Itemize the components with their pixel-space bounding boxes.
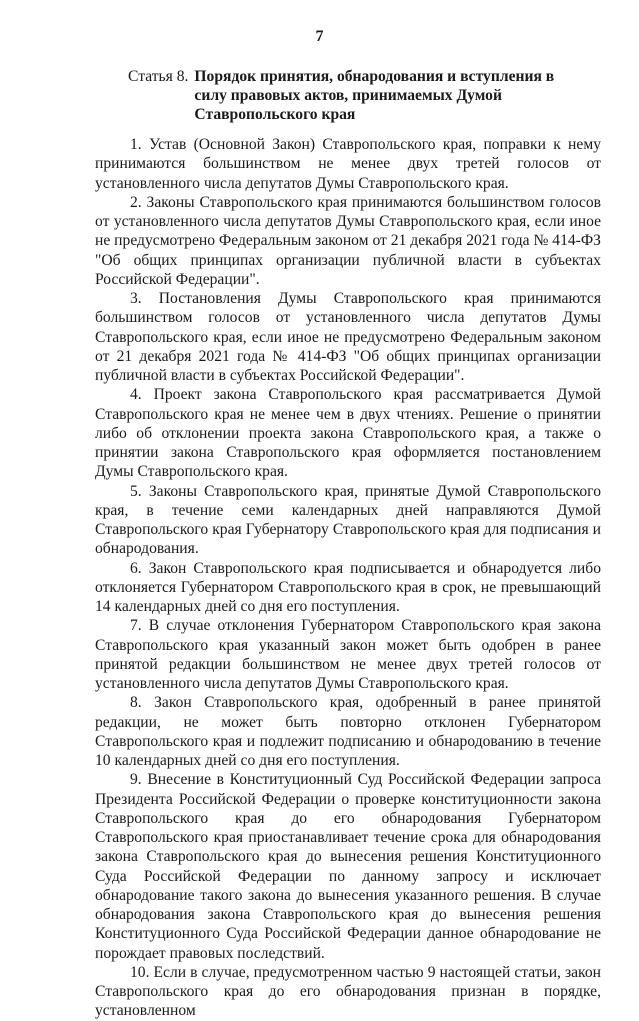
paragraph-5: 5. Законы Ставропольского края, принятые Думой Ставропольского края, в течение семи календарных дней направляются Думой Ставропольского края Губернатору Ставропольского края для подписания и обнародования. [95,482,601,558]
paragraph-2: 2. Законы Ставропольского края принимаются большинством голосов от установленного числа депутатов Думы Ставропольского края, если иное не предусмотрено Федеральным законом от 21 декабря 2021 года № 414-ФЗ "Об общих принципах организации публичной власти в субъектах Российской Федерации". [95,193,601,288]
paragraph-10: 10. Если в случае, предусмотренном частью 9 настоящей статьи, закон Ставропольского края до его обнародования признан в порядке, установленном [95,963,601,1020]
paragraph-8: 8. Закон Ставропольского края, одобренный в ранее принятой редакции, не может быть повторно отклонен Губернатором Ставропольского края и подлежит подписанию и обнародованию в течение 10 календарных дней со дня его поступления. [95,694,601,769]
article-title: Порядок принятия, обнародования и вступления в силу правовых актов, принимаемых Думой Ставропольского края [194,68,555,123]
paragraph-6: 6. Закон Ставропольского края подписывается и обнародуется либо отклоняется Губернатором Ставропольского края в срок, не превышающий 14 календарных дней со дня его поступления. [95,559,601,615]
paragraph-7: 7. В случае отклонения Губернатором Ставропольского края закона Ставропольского края указанный закон может быть одобрен в ранее принятой редакции большинством не менее двух третей голосов от установленного числа депутатов Думы Ставропольского края. [95,617,601,692]
article-heading [128,67,588,124]
paragraph-1: 1. Устав (Основной Закон) Ставропольского края, поправки к нему принимаются большинством не менее двух третей голосов от установленного числа депутатов Думы Ставропольского края. [95,136,601,192]
page-number: 7 [315,28,324,45]
paragraph-9: 9. Внесение в Конституционный Суд Российской Федерации запроса Президента Российской Федерации о проверке конституционности закона Ставропольского края до его обнародования Губернатором Ставропольского края приостанавливает течение срока для обнародования закона Ставропольского края до вынесения решения Конституционного Суда Российской Федерации по данному запросу и исключает обнародование такого закона до вынесения указанного решения. В случае обнародования закона Ставропольского края до вынесения решения Конституционного Суда Российской Федерации данное обнародование не порождает правовых последствий. [95,771,601,962]
article-label: Статья 8. [128,68,189,85]
article-body [95,135,601,1021]
paragraph-3: 3. Постановления Думы Ставропольского края принимаются большинством голосов от установленного числа депутатов Думы Ставропольского края, если иное не предусмотрено Федеральным законом от 21 декабря 2021 года № 414-ФЗ "Об общих принципах организации публичной власти в субъектах Российской Федерации". [95,290,601,384]
paragraph-4: 4. Проект закона Ставропольского края рассматривается Думой Ставропольского края не менее чем в двух чтениях. Решение о принятии либо об отклонении проекта закона Ставропольского края, а также о принятии закона Ставропольского края оформляется постановлением Думы Ставропольского края. [95,386,601,481]
